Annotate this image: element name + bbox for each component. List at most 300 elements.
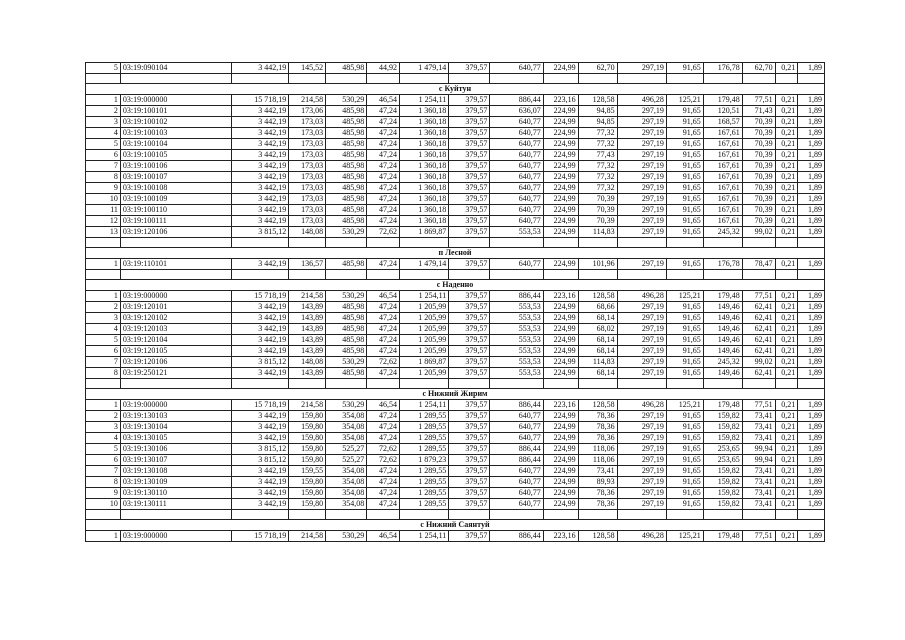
empty-cell [367,510,400,520]
value-cell: 485,98 [326,205,367,216]
section-header-row [86,84,825,95]
empty-cell [578,238,617,248]
value-cell: 297,19 [617,477,666,488]
value-cell: 553,53 [490,324,543,335]
value-cell: 159,80 [289,488,326,499]
value-cell: 173,03 [289,128,326,139]
value-cell: 47,24 [367,411,400,422]
value-cell: 1 360,18 [400,172,449,183]
row-number: 2 [86,411,121,422]
value-cell: 128,58 [578,95,617,106]
value-cell: 148,08 [289,357,326,368]
empty-cell [617,238,666,248]
empty-cell [367,270,400,280]
value-cell: 159,80 [289,422,326,433]
value-cell: 91,65 [666,422,703,433]
empty-cell [543,379,578,389]
value-cell: 1,89 [798,259,825,270]
value-cell: 91,65 [666,313,703,324]
cadastral-code: 03:19:130110 [120,488,231,499]
empty-cell [490,379,543,389]
value-cell: 143,89 [289,368,326,379]
value-cell: 379,57 [449,531,490,542]
value-cell: 143,89 [289,324,326,335]
value-cell: 553,53 [490,313,543,324]
value-cell: 47,24 [367,161,400,172]
value-cell: 379,57 [449,357,490,368]
value-cell: 118,06 [578,444,617,455]
value-cell: 47,24 [367,488,400,499]
empty-cell [367,238,400,248]
value-cell: 173,03 [289,150,326,161]
value-cell: 1 289,55 [400,411,449,422]
value-cell: 149,46 [703,335,742,346]
empty-cell [231,270,288,280]
value-cell: 173,03 [289,216,326,227]
blank-row [86,74,825,84]
empty-cell [775,238,798,248]
value-cell: 91,65 [666,161,703,172]
value-cell: 3 442,19 [231,63,288,74]
value-cell: 47,24 [367,139,400,150]
value-cell: 167,61 [703,150,742,161]
value-cell: 1,89 [798,150,825,161]
value-cell: 70,39 [742,161,775,172]
value-cell: 1 360,18 [400,183,449,194]
value-cell: 118,06 [578,455,617,466]
value-cell: 553,53 [490,357,543,368]
value-cell: 1 205,99 [400,302,449,313]
value-cell: 1 360,18 [400,150,449,161]
value-cell: 379,57 [449,291,490,302]
value-cell: 77,32 [578,183,617,194]
value-cell: 0,21 [775,531,798,542]
value-cell: 379,57 [449,400,490,411]
row-number: 4 [86,324,121,335]
value-cell: 1 289,55 [400,488,449,499]
value-cell: 99,94 [742,444,775,455]
value-cell: 224,99 [543,466,578,477]
value-cell: 149,46 [703,302,742,313]
value-cell: 62,70 [742,63,775,74]
table-row [86,259,825,270]
value-cell: 1 254,11 [400,95,449,106]
value-cell: 379,57 [449,139,490,150]
blank-row [86,379,825,389]
row-number: 11 [86,205,121,216]
value-cell: 496,28 [617,95,666,106]
value-cell: 15 718,19 [231,531,288,542]
table-row [86,150,825,161]
value-cell: 70,39 [578,194,617,205]
value-cell: 47,24 [367,346,400,357]
value-cell: 3 442,19 [231,302,288,313]
empty-cell [490,238,543,248]
value-cell: 0,21 [775,433,798,444]
value-cell: 354,08 [326,433,367,444]
empty-cell [367,379,400,389]
value-cell: 224,99 [543,499,578,510]
value-cell: 297,19 [617,499,666,510]
section-title: с Нижний Саянтуй [86,520,825,531]
value-cell: 485,98 [326,172,367,183]
value-cell: 173,03 [289,172,326,183]
row-number: 1 [86,291,121,302]
value-cell: 525,27 [326,455,367,466]
row-number: 9 [86,488,121,499]
value-cell: 0,21 [775,172,798,183]
value-cell: 62,70 [578,63,617,74]
empty-cell [86,270,121,280]
value-cell: 379,57 [449,477,490,488]
value-cell: 224,99 [543,161,578,172]
empty-cell [666,270,703,280]
value-cell: 224,99 [543,259,578,270]
value-cell: 0,21 [775,368,798,379]
value-cell: 1,89 [798,455,825,466]
empty-cell [120,74,231,84]
value-cell: 3 815,12 [231,227,288,238]
empty-cell [326,74,367,84]
value-cell: 0,21 [775,259,798,270]
value-cell: 0,21 [775,95,798,106]
value-cell: 1,89 [798,477,825,488]
empty-cell [490,74,543,84]
value-cell: 1,89 [798,128,825,139]
value-cell: 297,19 [617,411,666,422]
value-cell: 224,99 [543,422,578,433]
value-cell: 91,65 [666,172,703,183]
value-cell: 379,57 [449,227,490,238]
value-cell: 1 205,99 [400,346,449,357]
section-title: с Куйтун [86,84,825,95]
value-cell: 91,65 [666,183,703,194]
empty-cell [400,379,449,389]
value-cell: 3 442,19 [231,346,288,357]
value-cell: 0,21 [775,106,798,117]
value-cell: 1,89 [798,433,825,444]
value-cell: 3 442,19 [231,205,288,216]
value-cell: 379,57 [449,128,490,139]
value-cell: 224,99 [543,477,578,488]
value-cell: 47,24 [367,324,400,335]
cadastral-code: 03:19:130105 [120,433,231,444]
value-cell: 173,03 [289,139,326,150]
value-cell: 224,99 [543,313,578,324]
value-cell: 0,21 [775,128,798,139]
value-cell: 379,57 [449,313,490,324]
table-row [86,106,825,117]
value-cell: 214,58 [289,400,326,411]
value-cell: 77,51 [742,531,775,542]
value-cell: 78,36 [578,422,617,433]
value-cell: 77,32 [578,172,617,183]
value-cell: 0,21 [775,216,798,227]
section-title: с Нижний Жирим [86,389,825,400]
section-title: п Лесной [86,248,825,259]
empty-cell [449,379,490,389]
value-cell: 1 289,55 [400,466,449,477]
value-cell: 77,51 [742,400,775,411]
empty-cell [798,379,825,389]
value-cell: 640,77 [490,433,543,444]
cadastral-code: 03:19:250121 [120,368,231,379]
value-cell: 297,19 [617,455,666,466]
value-cell: 91,65 [666,227,703,238]
value-cell: 68,66 [578,302,617,313]
value-cell: 379,57 [449,466,490,477]
value-cell: 167,61 [703,183,742,194]
row-number: 2 [86,106,121,117]
cadastral-code: 03:19:130107 [120,455,231,466]
empty-cell [490,270,543,280]
empty-cell [543,74,578,84]
value-cell: 159,80 [289,411,326,422]
value-cell: 297,19 [617,324,666,335]
value-cell: 91,65 [666,128,703,139]
value-cell: 91,65 [666,499,703,510]
empty-cell [490,510,543,520]
value-cell: 0,21 [775,117,798,128]
blank-row [86,270,825,280]
empty-cell [666,238,703,248]
cadastral-code: 03:19:100102 [120,117,231,128]
value-cell: 0,21 [775,477,798,488]
value-cell: 3 442,19 [231,128,288,139]
cadastral-code: 03:19:130108 [120,466,231,477]
value-cell: 640,77 [490,63,543,74]
value-cell: 1 289,55 [400,477,449,488]
value-cell: 91,65 [666,466,703,477]
table-row [86,400,825,411]
value-cell: 167,61 [703,194,742,205]
value-cell: 91,65 [666,150,703,161]
cadastral-code: 03:19:120103 [120,324,231,335]
value-cell: 99,02 [742,357,775,368]
value-cell: 224,99 [543,183,578,194]
value-cell: 70,39 [742,205,775,216]
table-row [86,227,825,238]
table-row [86,63,825,74]
value-cell: 91,65 [666,117,703,128]
value-cell: 47,24 [367,205,400,216]
value-cell: 125,21 [666,400,703,411]
value-cell: 143,89 [289,335,326,346]
empty-cell [326,238,367,248]
value-cell: 0,21 [775,183,798,194]
table-row [86,205,825,216]
value-cell: 485,98 [326,150,367,161]
value-cell: 62,41 [742,313,775,324]
value-cell: 62,41 [742,368,775,379]
value-cell: 1 360,18 [400,139,449,150]
value-cell: 1 360,18 [400,216,449,227]
value-cell: 91,65 [666,368,703,379]
cadastral-code: 03:19:100109 [120,194,231,205]
value-cell: 3 442,19 [231,139,288,150]
value-cell: 1 869,87 [400,227,449,238]
value-cell: 1 205,99 [400,313,449,324]
value-cell: 0,21 [775,411,798,422]
value-cell: 143,89 [289,346,326,357]
cadastral-code: 03:19:100106 [120,161,231,172]
empty-cell [449,510,490,520]
table-row [86,466,825,477]
value-cell: 47,24 [367,150,400,161]
empty-cell [775,510,798,520]
value-cell: 1,89 [798,172,825,183]
value-cell: 70,39 [742,216,775,227]
value-cell: 3 815,12 [231,357,288,368]
value-cell: 297,19 [617,128,666,139]
value-cell: 78,36 [578,488,617,499]
row-number: 5 [86,139,121,150]
value-cell: 297,19 [617,161,666,172]
value-cell: 70,39 [578,216,617,227]
value-cell: 73,41 [742,433,775,444]
value-cell: 297,19 [617,488,666,499]
value-cell: 176,78 [703,63,742,74]
value-cell: 47,24 [367,117,400,128]
empty-cell [86,510,121,520]
table-row [86,194,825,205]
value-cell: 3 442,19 [231,150,288,161]
value-cell: 1,89 [798,488,825,499]
empty-cell [543,238,578,248]
value-cell: 91,65 [666,346,703,357]
value-cell: 78,36 [578,433,617,444]
value-cell: 223,16 [543,95,578,106]
value-cell: 3 442,19 [231,194,288,205]
value-cell: 1,89 [798,346,825,357]
value-cell: 379,57 [449,411,490,422]
value-cell: 530,29 [326,95,367,106]
value-cell: 159,80 [289,444,326,455]
value-cell: 379,57 [449,499,490,510]
cadastral-code: 03:19:120104 [120,335,231,346]
value-cell: 485,98 [326,139,367,150]
row-number: 10 [86,194,121,205]
empty-cell [578,74,617,84]
value-cell: 0,21 [775,291,798,302]
table-row [86,128,825,139]
value-cell: 297,19 [617,368,666,379]
value-cell: 173,03 [289,117,326,128]
value-cell: 128,58 [578,291,617,302]
value-cell: 47,24 [367,422,400,433]
value-cell: 47,24 [367,302,400,313]
value-cell: 47,24 [367,259,400,270]
value-cell: 149,46 [703,368,742,379]
empty-cell [231,510,288,520]
value-cell: 1 289,55 [400,433,449,444]
value-cell: 15 718,19 [231,291,288,302]
value-cell: 179,48 [703,291,742,302]
value-cell: 297,19 [617,216,666,227]
value-cell: 485,98 [326,106,367,117]
cadastral-code: 03:19:000000 [120,291,231,302]
value-cell: 125,21 [666,531,703,542]
value-cell: 149,46 [703,324,742,335]
cadastral-code: 03:19:000000 [120,531,231,542]
value-cell: 1,89 [798,291,825,302]
value-cell: 3 442,19 [231,411,288,422]
row-number: 8 [86,477,121,488]
value-cell: 77,51 [742,95,775,106]
empty-cell [617,379,666,389]
section-header-row [86,280,825,291]
value-cell: 1,89 [798,411,825,422]
value-cell: 379,57 [449,95,490,106]
value-cell: 0,21 [775,499,798,510]
value-cell: 73,41 [578,466,617,477]
value-cell: 91,65 [666,205,703,216]
cadastral-code: 03:19:110101 [120,259,231,270]
value-cell: 94,85 [578,106,617,117]
value-cell: 73,41 [742,466,775,477]
value-cell: 224,99 [543,455,578,466]
value-cell: 297,19 [617,335,666,346]
value-cell: 62,41 [742,302,775,313]
value-cell: 1,89 [798,183,825,194]
value-cell: 3 442,19 [231,216,288,227]
value-cell: 176,78 [703,259,742,270]
value-cell: 224,99 [543,63,578,74]
value-cell: 77,43 [578,150,617,161]
cadastral-code: 03:19:130106 [120,444,231,455]
row-number: 5 [86,63,121,74]
empty-cell [742,510,775,520]
value-cell: 379,57 [449,259,490,270]
value-cell: 128,58 [578,400,617,411]
row-number: 6 [86,150,121,161]
value-cell: 224,99 [543,302,578,313]
empty-cell [231,74,288,84]
value-cell: 1,89 [798,302,825,313]
cadastral-code: 03:19:120106 [120,357,231,368]
row-number: 1 [86,259,121,270]
empty-cell [400,270,449,280]
empty-cell [578,510,617,520]
value-cell: 379,57 [449,161,490,172]
value-cell: 640,77 [490,411,543,422]
value-cell: 297,19 [617,313,666,324]
value-cell: 224,99 [543,433,578,444]
cadastral-code: 03:19:120105 [120,346,231,357]
value-cell: 1,89 [798,466,825,477]
value-cell: 1,89 [798,216,825,227]
value-cell: 3 442,19 [231,106,288,117]
value-cell: 0,21 [775,466,798,477]
value-cell: 0,21 [775,488,798,499]
value-cell: 485,98 [326,346,367,357]
value-cell: 72,62 [367,227,400,238]
row-number: 10 [86,499,121,510]
value-cell: 297,19 [617,259,666,270]
empty-cell [617,74,666,84]
value-cell: 159,82 [703,499,742,510]
value-cell: 0,21 [775,139,798,150]
value-cell: 77,32 [578,161,617,172]
value-cell: 70,39 [742,117,775,128]
value-cell: 379,57 [449,216,490,227]
value-cell: 0,21 [775,400,798,411]
empty-cell [578,379,617,389]
value-cell: 70,39 [742,128,775,139]
value-cell: 3 442,19 [231,324,288,335]
blank-row [86,238,825,248]
value-cell: 47,24 [367,335,400,346]
